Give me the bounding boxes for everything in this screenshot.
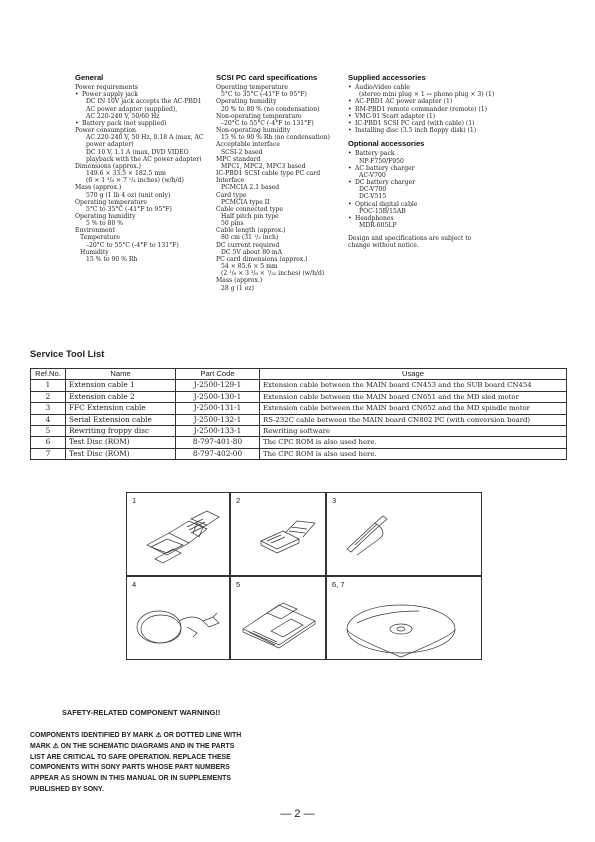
spec-line: Card type xyxy=(216,191,247,199)
table-row xyxy=(31,403,567,414)
table-row xyxy=(31,426,567,437)
spec-line: Operating humidity xyxy=(216,98,277,106)
spec-line: 15 % to 90 % Rh xyxy=(86,255,138,263)
figure-ffc-extension-cable xyxy=(326,492,482,576)
general-lines xyxy=(75,84,213,263)
warning-line: MARK ⚠ ON THE SCHEMATIC DIAGRAMS AND IN THE PARTS xyxy=(30,742,235,750)
cell-ref: 7 xyxy=(31,448,66,459)
spec-line: PCMCIA type II xyxy=(221,198,270,206)
cell-code: J-2500-131-1 xyxy=(176,403,260,414)
spec-line: 20 % to 80 % (no condensation) xyxy=(221,105,320,113)
general-title: General xyxy=(75,73,104,82)
figure-number: 3 xyxy=(332,496,337,505)
spec-line: power adapter) xyxy=(86,141,134,149)
spec-line: Operating humidity xyxy=(75,212,136,220)
spec-line: • Battery pack xyxy=(348,150,528,157)
figure-extension-cable-2 xyxy=(230,492,326,576)
spec-line: (6 × 1 ³/₈ × 7 ¹/₄ inches) (w/h/d) xyxy=(86,177,184,185)
general-specs xyxy=(75,74,213,263)
spec-line: 28 g (1 oz) xyxy=(221,284,254,292)
extension-cable-1-drawing xyxy=(127,493,231,577)
spec-line: • AC-PBD1 AC power adapter (1) xyxy=(348,98,528,105)
spec-line: Dimensions (approx.) xyxy=(75,162,142,170)
spec-line: AC 220-240 V, 50 Hz, 0.18 A (max, AC xyxy=(86,134,204,142)
spec-line: AC-V700 xyxy=(359,171,386,179)
cell-name: Test Disc (ROM) xyxy=(66,437,176,448)
table-row xyxy=(31,414,567,425)
spec-line: MPC standard xyxy=(216,155,261,163)
cell-usage: Rewriting software xyxy=(260,426,567,437)
serial-extension-cable-drawing xyxy=(127,577,231,661)
cell-name: Extension cable 1 xyxy=(66,380,176,391)
spec-note-line-1: Design and specifications are subject to xyxy=(348,235,472,243)
spec-line: • Power supply jack xyxy=(75,91,213,98)
cell-usage: The CPC ROM is also used here. xyxy=(260,448,567,459)
cell-ref: 6 xyxy=(31,437,66,448)
spec-line: 15 % to 90 % Rh (no condensation) xyxy=(221,134,330,142)
spec-line: Operating temperature xyxy=(75,198,147,206)
spec-line: AC 220-240 V, 50/60 Hz xyxy=(86,112,160,120)
spec-line: 5 % to 80 % xyxy=(86,220,124,228)
warning-line: LIST ARE CRITICAL TO SAFE OPERATION. REPLACE THESE xyxy=(30,753,231,761)
spec-line: playback with the AC power adapter) xyxy=(86,155,202,163)
cell-name: Rewriting froppy disc xyxy=(66,426,176,437)
spec-line: • Battery pack (not supplied) xyxy=(75,120,213,127)
spec-line: 80 cm (31 ¹/₂ inch) xyxy=(221,234,279,242)
supplied-lines xyxy=(348,84,528,134)
spec-line: 5°C to 35°C (-41°F to 95°F) xyxy=(221,91,307,99)
spec-line: Cable connected type xyxy=(216,205,283,213)
spec-line: IC-PBD1 SCSI cable type PC card xyxy=(216,170,321,178)
spec-line: 570 g (1 lb 4 oz) (unit only) xyxy=(86,191,171,199)
ffc-extension-cable-drawing xyxy=(327,493,483,577)
cell-code: J-2500-129-1 xyxy=(176,380,260,391)
spec-line: • IC-PBD1 SCSI PC card (with cable) (1) xyxy=(348,120,528,127)
scsi-specs xyxy=(216,74,344,292)
spec-line: Half pitch pin type xyxy=(221,212,279,220)
scsi-lines xyxy=(216,84,344,292)
spec-line: PCMCIA 2.1 based xyxy=(221,184,280,192)
spec-line: MPC1, MPC2, MPC3 based xyxy=(221,162,306,170)
spec-line: • RM-PBD1 remote commander (remote) (1) xyxy=(348,106,528,113)
spec-line: Non-operating humidity xyxy=(216,127,291,135)
spec-line: DC current required xyxy=(216,241,280,249)
table-row xyxy=(31,391,567,402)
spec-line: –20°C to 55°C (-4°F to 131°F) xyxy=(86,241,179,249)
spec-line: Mass (approx.) xyxy=(216,277,263,285)
cell-ref: 4 xyxy=(31,414,66,425)
cell-code: J-2500-133-1 xyxy=(176,426,260,437)
scsi-title: SCSI PC card specifications xyxy=(216,73,318,82)
spec-line: • Installing disc (3.5 inch floppy disk) (1) xyxy=(348,127,528,134)
safety-warning-body xyxy=(30,731,290,796)
spec-line: DC 10 V, 1.1 A (max, DVD VIDEO xyxy=(86,148,189,156)
spec-line: NP-F750/F950 xyxy=(359,157,404,165)
cell-name: Extension cable 2 xyxy=(66,391,176,402)
spec-line: SCSI-2 based xyxy=(221,148,263,156)
spec-line: PC card dimensions (approx.) xyxy=(216,255,308,263)
cell-name: Test Disc (ROM) xyxy=(66,448,176,459)
spec-line: Power requirements xyxy=(75,84,138,92)
header-name: Name xyxy=(66,369,176,380)
spec-line: DC IN 10V jack accepts the AC-PBD1 xyxy=(86,98,202,106)
spec-line: • Headphones xyxy=(348,215,528,222)
figure-number: 5 xyxy=(236,580,241,589)
spec-line: • Audio/video cable xyxy=(348,84,528,91)
spec-line: • AC battery charger xyxy=(348,165,528,172)
spec-line: 149.6 × 33.5 × 182.5 mm xyxy=(86,170,166,178)
spec-line: Temperature xyxy=(80,234,120,242)
spec-line: • Optical digital cable xyxy=(348,201,528,208)
figure-serial-extension-cable xyxy=(126,576,230,660)
spec-line: Non-operating temperature xyxy=(216,112,302,120)
figure-floppy-disc xyxy=(230,576,326,660)
spec-line: DC 5V about 80 mA xyxy=(221,248,283,256)
table-row xyxy=(31,448,567,459)
header-usage: Usage xyxy=(260,369,567,380)
spec-line: Acceptable interface xyxy=(216,141,280,149)
supplied-title: Supplied accessories xyxy=(348,73,426,82)
spec-line: POC-15B/15AB xyxy=(359,207,406,215)
spec-line: 54 × 85.6 × 5 mm xyxy=(221,263,278,271)
optional-title: Optional accessories xyxy=(348,139,425,149)
spec-line: Environment xyxy=(75,227,116,235)
spec-line: Humidity xyxy=(80,248,109,256)
cell-usage: Extension cable between the MAIN board CN651 and the MD sled motor xyxy=(260,391,567,402)
table-header-row xyxy=(31,369,567,380)
spec-line: AC power adapter (supplied), xyxy=(86,105,178,113)
cell-ref: 3 xyxy=(31,403,66,414)
spec-line: Operating temperature xyxy=(216,84,288,92)
cell-code: J-2500-132-1 xyxy=(176,414,260,425)
spec-line: Interface xyxy=(216,177,245,185)
cell-code: J-2500-130-1 xyxy=(176,391,260,402)
spec-line: 5°C to 35°C (-41°F to 95°F) xyxy=(86,205,172,213)
floppy-disc-drawing xyxy=(231,577,327,661)
spec-line: • VMC-91 Scart adapter (1) xyxy=(348,113,528,120)
cell-code: 8-797-401-80 xyxy=(176,437,260,448)
spec-line: Cable length (approx.) xyxy=(216,227,286,235)
cell-name: FFC Extension cable xyxy=(66,403,176,414)
cell-ref: 5 xyxy=(31,426,66,437)
cell-usage: The CPC ROM is also used here. xyxy=(260,437,567,448)
warning-line: PUBLISHED BY SONY. xyxy=(30,785,104,793)
header-code: Part Code xyxy=(176,369,260,380)
spec-line: DC-V700 xyxy=(359,186,387,194)
spec-note-line-2: change without notice. xyxy=(348,242,419,250)
table-row xyxy=(31,380,567,391)
cell-usage: Extension cable between the MAIN board CN453 and the SUB board CN454 xyxy=(260,380,567,391)
cell-ref: 1 xyxy=(31,380,66,391)
warning-line: APPEAR AS SHOWN IN THIS MANUAL OR IN SUPPLEMENTS xyxy=(30,775,231,783)
spec-line: Power consumption xyxy=(75,127,136,135)
warning-line: COMPONENTS IDENTIFIED BY MARK ⚠ OR DOTTED LINE WITH xyxy=(30,732,242,739)
cell-name: Serial Extension cable xyxy=(66,414,176,425)
service-tool-title: Service Tool List xyxy=(30,348,105,359)
optional-lines xyxy=(348,150,528,229)
page-number: — 2 — xyxy=(280,808,315,820)
spec-line: MDR-605LP xyxy=(359,221,397,229)
figure-number: 1 xyxy=(132,496,137,505)
service-tool-table xyxy=(30,368,567,460)
spec-line: (stereo mini plug × 1 ↔ phono plug × 3) (1) xyxy=(359,91,495,99)
spec-line: DC-V515 xyxy=(359,193,387,201)
cell-usage: Extension cable between the MAIN board CN652 and the MD spindle motor xyxy=(260,403,567,414)
spec-line: Mass (approx.) xyxy=(75,184,122,192)
test-disc-drawing xyxy=(327,577,483,661)
spec-line: • DC battery charger xyxy=(348,179,528,186)
spec-line: 50 pins xyxy=(221,220,244,228)
spec-line: (2 ¹/₈ × 3 ³/₈ × ⁷/₃₂ inches) (w/h/d) xyxy=(221,270,325,278)
accessories xyxy=(348,74,528,249)
spec-line: –20°C to 55°C (-4°F to 131°F) xyxy=(221,119,314,127)
service-tool-rows xyxy=(31,380,567,460)
tool-figures xyxy=(126,492,482,660)
figure-extension-cable-1 xyxy=(126,492,230,576)
cell-ref: 2 xyxy=(31,391,66,402)
cell-code: 8-797-402-00 xyxy=(176,448,260,459)
extension-cable-2-drawing xyxy=(231,493,327,577)
figure-number: 6, 7 xyxy=(332,580,345,589)
figure-test-disc xyxy=(326,576,482,660)
safety-warning-title: SAFETY-RELATED COMPONENT WARNING!! xyxy=(62,708,221,717)
header-ref: Ref.No. xyxy=(31,369,66,380)
figure-number: 4 xyxy=(132,580,137,589)
warning-line: COMPONENTS WITH SONY PARTS WHOSE PART NUMBERS xyxy=(30,764,230,772)
cell-usage: RS-232C cable between the MAIN board CN802 PC (with conversion board) xyxy=(260,414,567,425)
table-row xyxy=(31,437,567,448)
figure-number: 2 xyxy=(236,496,241,505)
